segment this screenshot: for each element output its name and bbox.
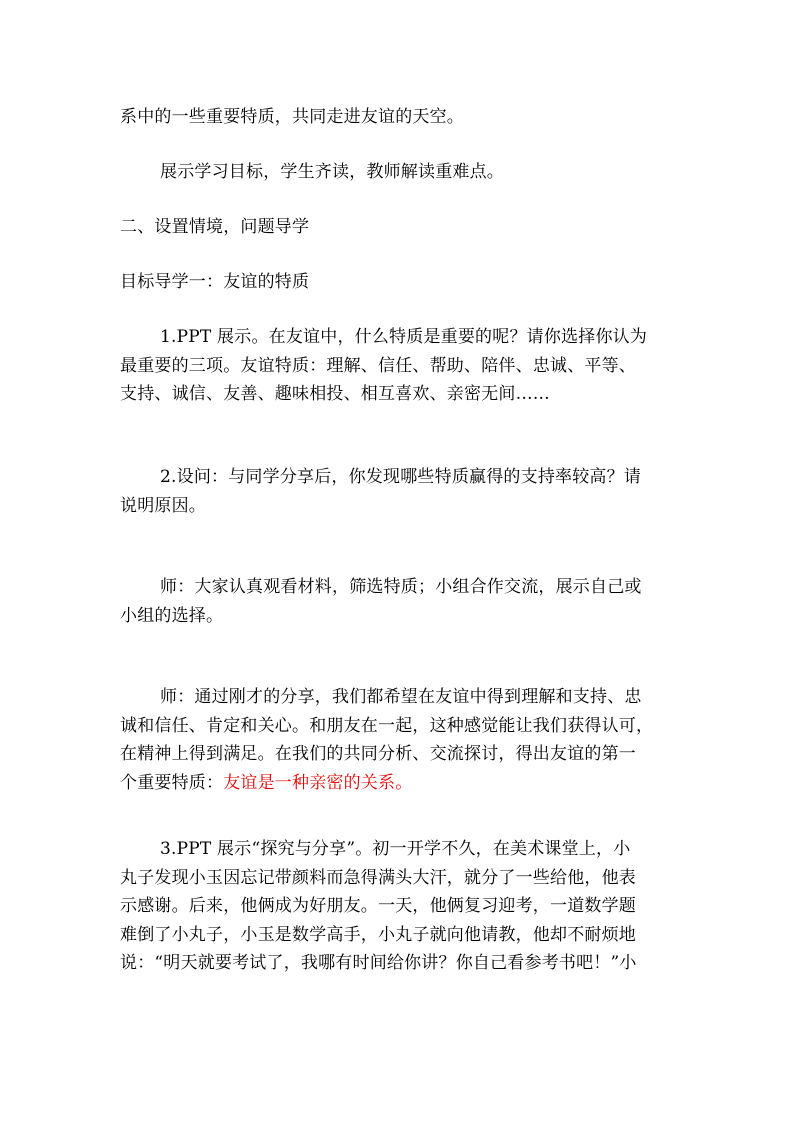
paragraph-teacher-2 bbox=[120, 683, 685, 797]
text-line: 小组的选择。 bbox=[120, 605, 224, 626]
subsection-heading bbox=[120, 268, 685, 297]
text-line: 最重要的三项。友谊特质：理解、信任、帮助、陪伴、忠诚、平等、 bbox=[120, 355, 636, 376]
text-line: 二、设置情境，问题导学 bbox=[120, 217, 310, 237]
text-line: 支持、诚信、友善、趣味相投、相互喜欢、亲密无间…… bbox=[120, 384, 550, 404]
text-line: 1.PPT 展示。在友谊中，什么特质是重要的呢？请你选择你认为 bbox=[160, 327, 648, 347]
text-plain: 个重要特质： bbox=[120, 772, 224, 793]
paragraph-question-2 bbox=[120, 463, 685, 520]
text-line: 诚和信任、肯定和关心。和朋友在一起，这种感觉能让我们获得认可， bbox=[120, 715, 654, 736]
text-line: 3.PPT 展示“探究与分享”。初一开学不久，在美术课堂上，小 bbox=[160, 839, 631, 859]
text-line: 2.设问：与同学分享后，你发现哪些特质赢得的支持率较高？请 bbox=[160, 467, 642, 487]
paragraph-teacher-1 bbox=[120, 573, 685, 630]
paragraph-ppt-1 bbox=[120, 323, 685, 409]
paragraph-intro-tail bbox=[120, 103, 685, 132]
text-line: 丸子发现小玉因忘记带颜料而急得满头大汗，就分了一些给他，他表 bbox=[120, 867, 636, 888]
paragraph-goals bbox=[120, 158, 685, 187]
highlight-text: 友谊是一种亲密的关系。 bbox=[223, 772, 413, 793]
text-line: 系中的一些重要特质，共同走进友谊的天空。 bbox=[120, 107, 464, 127]
text-line: 展示学习目标，学生齐读，教师解读重难点。 bbox=[160, 162, 504, 182]
text-line: 在精神上得到满足。在我们的共同分析、交流探讨，得出友谊的第一 bbox=[120, 744, 636, 764]
text-line: 示感谢。后来，他俩成为好朋友。一天，他俩复习迎考，一道数学题 bbox=[120, 896, 636, 916]
text-line: 说：“明天就要考试了，我哪有时间给你讲？你自己看参考书吧！”小 bbox=[120, 953, 637, 973]
text-line: 师：通过刚才的分享，我们都希望在友谊中得到理解和支持、忠 bbox=[160, 687, 642, 707]
text-line: 说明原因。 bbox=[120, 495, 206, 516]
paragraph-ppt-3 bbox=[120, 835, 685, 978]
text-line: 难倒了小丸子，小玉是数学高手，小丸子就向他请教，他却不耐烦地 bbox=[120, 924, 636, 945]
text-line: 师：大家认真观看材料，筛选特质；小组合作交流，展示自己或 bbox=[160, 577, 642, 597]
text-line-with-highlight bbox=[120, 769, 685, 798]
text-line: 目标导学一：友谊的特质 bbox=[120, 272, 310, 292]
section-heading bbox=[120, 213, 685, 242]
